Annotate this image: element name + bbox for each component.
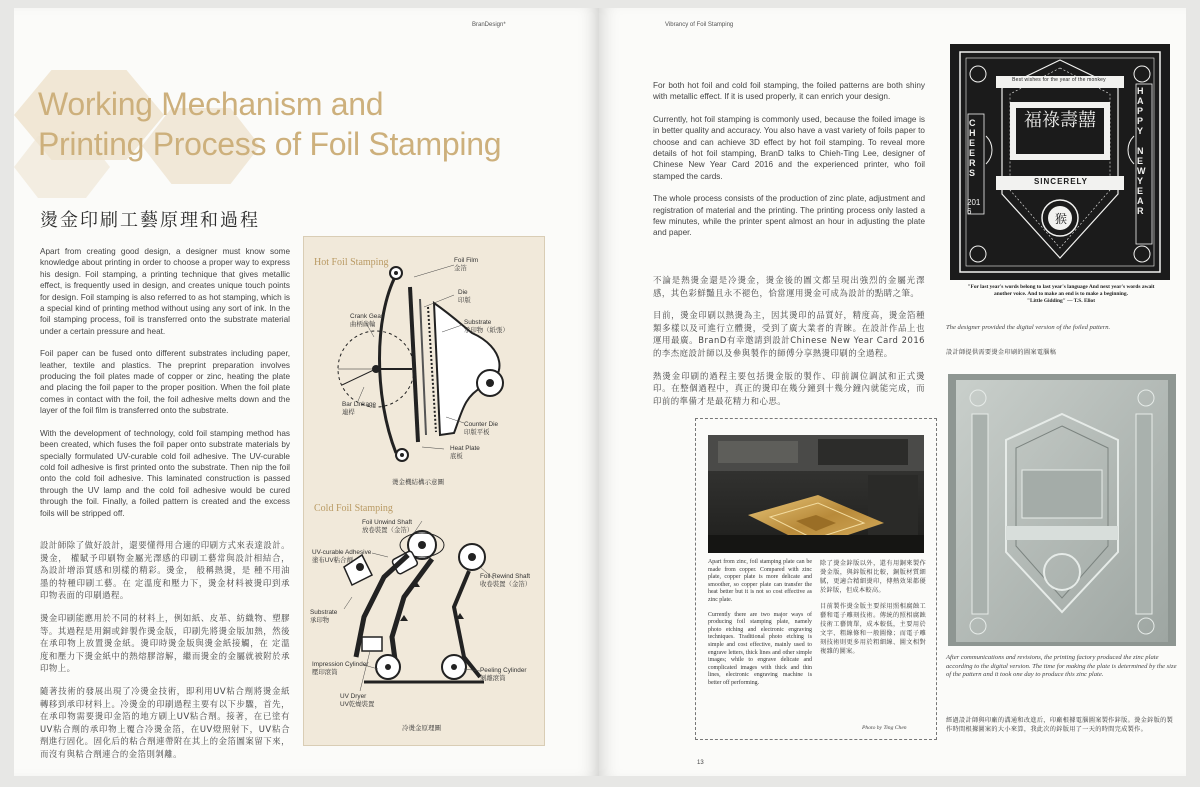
label-text: Substrate <box>310 609 338 616</box>
label-unwind-shaft <box>362 519 413 534</box>
paragraph: Currently there are two major ways of producing foil stamping plate, namely photo etching and electronic engraving techniques. Traditional photo etching is simple and cost effective, mainly used to engrave letters, thick lines and other simple images; while to engrave delicate and complicated images with thick and thin lines, electronic engraving machine is better off performing. <box>708 611 812 686</box>
paragraph: 不論是熱燙金還是冷燙金，燙金後的圖文都呈現出強烈的金屬光澤感，其色彩鮮豔且永不褪色，恰當運用燙金可成為設計的點睛之筆。 <box>653 275 925 298</box>
paragraph: 燙金印刷能應用於不同的材料上，例如紙、皮革、紡織物、塑膠等。其過程是用銅或鋅製作燙金版，印刷先將燙金版加熱，然後在承印物上放置燙金紙。燙印時燙金版與燙金紙接觸，在 定溫度和壓力下燙金紙中的熱熔膠溶解，繼而燙金的金屬就被附於承印物上。 <box>40 612 290 674</box>
zinc-plate-photo <box>948 374 1176 646</box>
article-title-line: Printing Process of Foil Stamping <box>38 126 502 162</box>
label-text: Peeling Cylinder <box>480 667 527 674</box>
label-text-zh: 收卷裝置（金箔） <box>480 580 532 588</box>
label-text-zh: 承印物 <box>310 616 330 624</box>
label-text-zh: 印版平板 <box>464 428 490 436</box>
label-text-zh: 金箔 <box>454 264 467 272</box>
photo-credit: Photo by Ting Chen <box>862 725 907 731</box>
sidebar-chinese-column <box>820 559 926 663</box>
label-impression-cylinder <box>312 661 368 676</box>
paragraph: For both hot foil and cold foil stamping, the foiled patterns are both shiny with metallic effect. If it is used properly, it can enrich your design. <box>653 81 925 102</box>
label-counter-die <box>464 421 498 436</box>
poster-caption-chinese: 設計師提供需要燙金印刷的圖案電腦稿 <box>946 349 1057 356</box>
label-crank-gear <box>350 313 383 328</box>
paragraph: 目前，燙金印刷以熱燙為主，因其燙印的品質好，精度高，燙金箔種類多樣以及可進行立體燙，受到了廣大業者的青睞。在設計作品上也運用最廣。BranD有幸邀請到設計Chinese New Year Card 2016的李杰庭設計師以及參與製作的師傅分享熱燙印刷的全過程。 <box>653 310 925 358</box>
label-bar-linkage <box>342 401 376 416</box>
card-side-text-right-2: NEW YEAR <box>1137 146 1146 216</box>
paragraph: Foil paper can be fused onto different substrates including paper, leather, textile and plastics. The preprint preparation involves producing the foil plates made of copper or zinc, heating the plate and placing the foil paper to the proper position. When the foil plate comes in contact with the foil, the foil adhesive melts down and the layer of the foil film is transferred onto the substrate. <box>40 349 290 416</box>
chinese-body <box>40 539 290 771</box>
paragraph: Apart from zinc, foil stamping plate can be made from copper. Compared with zinc plate, copper plate is more delicate and smoother, so copper plate can transfer the heat better but it is not so cost effective as zinc plate. <box>708 559 812 603</box>
sidebar-english-column <box>708 559 812 695</box>
card-sincerely: SINCERELY <box>1033 177 1089 186</box>
card-center-characters: 福祿壽囍 <box>1024 110 1096 131</box>
label-foil-film <box>454 257 478 272</box>
paragraph: Currently, hot foil stamping is commonly used, because the foiled image is in better quality and accuracy. You also have a vast variety of foils paper to choose and can achieve 3D effect by hot foil stamping. To reveal more details of hot foil stamping, BranD talks to Chieh-Ting Lee, designer of Chinese New Year Card 2016 and the experienced printer, who foil stamped the cards. <box>653 114 925 181</box>
poster-caption: The designer provided the digital version of the foiled pattern. <box>946 324 1111 331</box>
paragraph: 熱燙金印刷的過程主要包括燙金版的製作、印前調位調試和正式燙印。在整個過程中，真正的燙印在幾分鐘到十幾分鐘內就能完成，而印前的準備才是最花精力和心思。 <box>653 370 925 406</box>
label-text: Foil Unwind Shaft <box>362 519 413 526</box>
card-year: 2016 <box>967 198 981 216</box>
label-text-zh: UV乾燥裝置 <box>340 700 375 708</box>
label-text: UV-curable Adhesive <box>312 549 372 556</box>
english-body <box>40 246 290 530</box>
label-text: Heat Plate <box>450 445 480 452</box>
label-substrate-cold <box>310 609 337 624</box>
quote-text: "For last year's words belong to last year's language And next year's words await another voice. And to make an end is to make a beginning. <box>967 284 1155 297</box>
label-uv-adhesive <box>312 549 371 564</box>
hot-foil-heading: Hot Foil Stamping <box>314 257 389 268</box>
plate-caption: After communications and revisions, the printing factory produced the zinc plate according to the digital version. The time for making the plate is determined by the size of the pattern and it took one day to produce this zinc plate. <box>946 654 1177 679</box>
label-substrate <box>464 319 509 334</box>
page-number: 13 <box>697 760 704 766</box>
card-quote <box>961 284 1161 305</box>
paragraph: 除了燙金鋅版以外，還有用銅來製作燙金版，與鋅版相比較，銅版材質細膩，更適合精細燙印，傳熱效果都優於鋅版，但成本較高。 <box>820 560 926 594</box>
label-text: Die <box>458 289 468 296</box>
running-header-right: Vibrancy of Foil Stamping <box>665 22 734 28</box>
paragraph: 設計師除了做好設計，還要懂得用合適的印刷方式來表達設計。燙金， 權賦予印刷物金屬光澤感的印刷工藝常與設計相結合，為設計增添質感和別樣的精彩。燙金， 般稱熱燙，是 種不用油墨的特種印刷工藝。在 定溫度和壓力下，燙金材料被燙印到承印物表面的印刷過程。 <box>40 540 290 601</box>
card-banner-text: Best wishes for the year of the monkey <box>1012 77 1106 83</box>
label-text-zh: 塗布UV粘合劑 <box>312 556 353 564</box>
label-text-zh: 壓印滾筒 <box>312 668 338 676</box>
label-text: UV Dryer <box>340 693 367 700</box>
paragraph: With the development of technology, cold foil stamping method has been created, which fuses the foil paper onto substrate materials by specially formulated UV-curable cold foil adhesive. The UV-curable cold foil adhesive is first printed onto the substrate. Then nip the foil onto the cold foil adhesive. This laminated construction is passed through the UV lamp and the cold foil adhesive would be cured through the foil. Finally, a foiled pattern is created and the excess foils will be stripped off. <box>40 428 290 518</box>
label-heat-plate <box>450 445 480 460</box>
card-monkey-character: 猴 <box>1054 212 1067 226</box>
label-text: Crank Gear <box>350 313 384 320</box>
sidebar-story-box <box>695 418 937 740</box>
card-side-text-right: HAPPY <box>1137 86 1144 136</box>
article-title-chinese: 燙金印刷工藝原理和過程 <box>40 210 260 231</box>
label-text-zh: 曲柄齒輪 <box>350 320 376 328</box>
quote-source: "Little Gidding" — T.S. Eliot <box>1026 298 1096 304</box>
label-rewind-shaft <box>480 573 531 588</box>
card-side-text-left: CHEERS <box>969 118 976 178</box>
label-peeling-cylinder <box>480 667 527 682</box>
article-title <box>38 84 501 164</box>
label-text-zh: 底板 <box>450 452 463 460</box>
label-text-zh: 剝離滾筒 <box>480 674 506 682</box>
article-title-line: Working Mechanism and <box>38 86 384 122</box>
foil-stamping-diagram <box>303 236 545 746</box>
cold-foil-heading: Cold Foil Stamping <box>314 503 393 514</box>
left-page <box>14 8 599 776</box>
label-text-zh: 連桿 <box>342 408 355 416</box>
label-text-zh: 放卷裝置（金箔） <box>362 526 414 534</box>
label-text: Impression Cylinder <box>312 661 369 668</box>
label-die <box>458 289 471 304</box>
label-text-zh: 印版 <box>458 296 471 304</box>
label-text: Bar Linkage <box>342 401 377 408</box>
english-body-right <box>653 80 925 250</box>
label-uv-dryer <box>340 693 374 708</box>
label-text: Foil Film <box>454 257 479 264</box>
paragraph: 目前製作燙金版主要採用照相腐蝕工藝和電子雕刻技術。傳統的照相腐蝕技術工藝簡單，成本較低，主要用於文字、粗線條和一般圖像；而電子雕刻技術則更多用於粗細線、圖文相對複雜的圖案。 <box>820 603 926 655</box>
chinese-body-right <box>653 274 925 417</box>
right-page <box>599 8 1186 776</box>
paragraph: Apart from creating good design, a designer must know some knowledge about printing in order to choose a proper way to express his design. Foil stamping, a printing technique that gives metallic effect, is frequently used in design, and creates unique touch points for design. Foil stamping is also referred to as hot stamping, which is a special kind of printing method without using any sort of ink. In the foil stamping process, foil is transferred onto the substrate material under a certain pressure and heat. <box>40 247 290 336</box>
running-header-left: BranDesign* <box>472 22 506 28</box>
label-text: Counter Die <box>464 421 499 428</box>
paragraph: 隨著技術的發展出現了冷燙金技術，即利用UV粘合劑將燙金紙轉移到承印材料上。冷燙金的印刷過程主要有以下步驟，首先，在承印物需要燙印金箔的地方刷上UV粘合劑。接著，在已塗有UV粘合劑的承印物上覆合冷燙金箔，在UV燈照射下，UV粘合劑進行固化。固化后的粘合劑連帶附在其上的金箔圖案留下來，而沒有與粘合劑連合的金箔則剝離。 <box>40 685 290 759</box>
hot-diagram-caption: 燙金機結構示意圖 <box>392 478 444 486</box>
paragraph: The whole process consists of the production of zinc plate, adjustment and registration of material and the printing. The printing process only lasted a few minutes, while the printer spent almost an hour in adjusting the plate and paper. <box>653 194 925 238</box>
foil-stamping-photo <box>708 435 924 553</box>
label-text: Substrate <box>464 319 492 326</box>
label-text-zh: 承印物（紙張） <box>464 326 509 334</box>
cold-diagram-caption: 冷燙金原理圖 <box>402 724 441 732</box>
plate-caption-chinese: 經過設計師與印廠的溝通和改進后，印廠根據電腦圖案製作鋅版。燙金鋅版的製作時間根據圖案的大小來算，我此次的鋅版用了一天的時間完成製作。 <box>946 717 1174 733</box>
label-text: Foil Rewind Shaft <box>480 573 531 580</box>
